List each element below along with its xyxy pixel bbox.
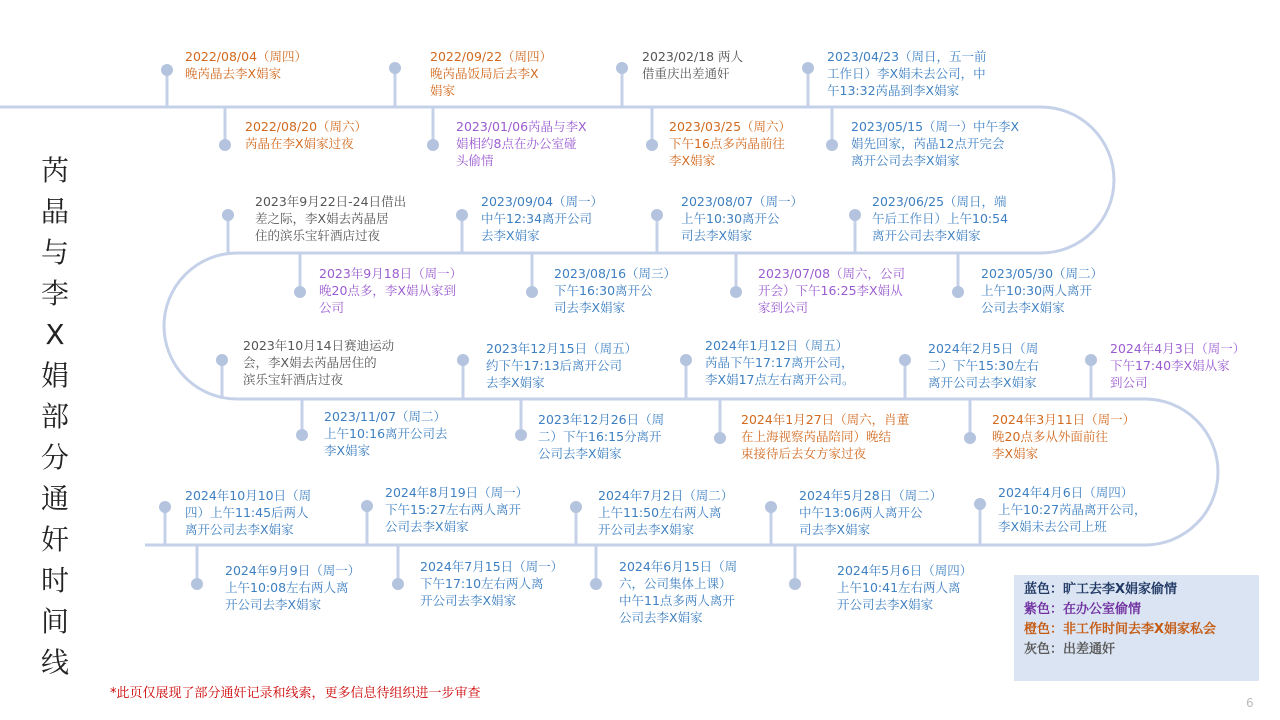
event-dot bbox=[952, 286, 964, 298]
event-dot bbox=[427, 139, 439, 151]
timeline-event bbox=[538, 411, 664, 462]
event-dot bbox=[161, 64, 173, 76]
event-text-line: 2024年9月9日（周一） bbox=[225, 563, 361, 578]
event-dot bbox=[616, 62, 628, 74]
event-text-line: 李X娟17点左右离开公司。 bbox=[705, 372, 855, 387]
event-text-line: 上午10:08左右两人离 bbox=[225, 580, 349, 595]
page-number: 6 bbox=[1246, 696, 1254, 710]
event-text-line: 2023/02/18 两人 bbox=[642, 49, 744, 64]
event-text-line: 下午17:10左右两人离 bbox=[420, 576, 544, 591]
event-text-line: 开会）下午16:25李X娟从 bbox=[758, 283, 903, 298]
event-text-line: 2022/09/22（周四） bbox=[430, 49, 553, 64]
legend-item-purple: 紫色：在办公室偷情 bbox=[1024, 602, 1142, 617]
timeline-event bbox=[420, 558, 563, 609]
event-text-line: 2023/01/06芮晶与李X bbox=[456, 119, 587, 134]
event-text-line: 离开公司去李X娟家 bbox=[872, 228, 981, 243]
event-text-line: 2023/08/07（周一） bbox=[681, 194, 804, 209]
event-text-line: 2023年12月15日（周五） bbox=[486, 341, 638, 356]
event-text-line: 2023/04/23（周日，五一前 bbox=[827, 49, 987, 64]
timeline-event bbox=[245, 118, 367, 152]
event-text-line: 家到公司 bbox=[758, 300, 809, 315]
event-dot bbox=[826, 139, 838, 151]
event-text-line: 2023/05/30（周二） bbox=[981, 266, 1104, 281]
footnote: *此页仅展现了部分通奸记录和线索，更多信息待组织进一步审查 bbox=[110, 686, 481, 701]
event-text-line: 中午12:34离开公司 bbox=[481, 211, 593, 226]
event-text-line: 会，李X娟去芮晶居住的 bbox=[243, 355, 377, 370]
event-text-line: 2024年1月12日（周五） bbox=[705, 338, 849, 353]
event-dot bbox=[974, 498, 986, 510]
event-text-line: 公司去李X娟家 bbox=[981, 300, 1065, 315]
timeline-event bbox=[669, 118, 791, 169]
event-text-line: 二）下午15:30左右 bbox=[928, 358, 1040, 373]
event-text-line: 下午16:30离开公 bbox=[554, 283, 653, 298]
event-dot bbox=[457, 354, 469, 366]
event-dot bbox=[159, 501, 171, 513]
event-dot bbox=[730, 286, 742, 298]
event-text-line: 芮晶在李X娟家过夜 bbox=[245, 136, 354, 151]
timeline-event bbox=[598, 487, 733, 538]
event-text-line: 2023年12月26日（周 bbox=[538, 412, 665, 427]
event-dot bbox=[680, 354, 692, 366]
event-dot bbox=[899, 354, 911, 366]
event-text-line: 2024年4月6日（周四） bbox=[998, 485, 1134, 500]
event-text-line: 2024年5月28日（周二） bbox=[799, 488, 943, 503]
event-dot bbox=[191, 578, 203, 590]
event-dot bbox=[651, 209, 663, 221]
event-text-line: 上午10:41左右两人离 bbox=[837, 580, 961, 595]
event-text-line: 束接待后去女方家过夜 bbox=[741, 446, 867, 461]
event-text-line: 晚芮晶饭局后去李X bbox=[430, 66, 539, 81]
legend-item-orange: 橙色：非工作时间去李X娟家私会 bbox=[1024, 622, 1217, 637]
timeline-event bbox=[827, 48, 987, 99]
timeline-event bbox=[799, 487, 942, 538]
event-text-line: 2022/08/20（周六） bbox=[245, 119, 368, 134]
event-text-line: 中午13:06两人离开公 bbox=[799, 505, 923, 520]
event-text-line: 去李X娟家 bbox=[481, 228, 540, 243]
event-text-line: 工作日）李X娟未去公司，中 bbox=[827, 66, 986, 81]
event-text-line: 上午10:30两人离开 bbox=[981, 283, 1093, 298]
timeline-event bbox=[430, 48, 552, 99]
event-dot bbox=[1085, 354, 1097, 366]
event-dot bbox=[526, 286, 538, 298]
timeline-event bbox=[837, 562, 972, 613]
event-text-line: 2023年9月22日-24日借出 bbox=[255, 194, 407, 209]
event-text-line: 到公司 bbox=[1110, 375, 1148, 390]
event-text-line: 上午10:30离开公 bbox=[681, 211, 780, 226]
timeline-event bbox=[486, 340, 637, 391]
event-dot bbox=[570, 501, 582, 513]
event-text-line: 中午11点多两人离开 bbox=[619, 593, 735, 608]
event-dot bbox=[765, 501, 777, 513]
event-text-line: 约下午17:13后离开公司 bbox=[486, 358, 623, 373]
event-text-line: 下午16点多芮晶前往 bbox=[669, 136, 785, 151]
event-text-line: 上午10:16离开公司去 bbox=[324, 426, 448, 441]
timeline-event bbox=[185, 487, 311, 538]
event-text-line: 住的滨乐宝轩酒店过夜 bbox=[255, 228, 381, 243]
event-text-line: 2023/09/04（周一） bbox=[481, 194, 604, 209]
event-text-line: 司去李X娟家 bbox=[799, 522, 871, 537]
event-text-line: 2023/08/16（周三） bbox=[554, 266, 677, 281]
event-text-line: 滨乐宝轩酒店过夜 bbox=[243, 372, 344, 387]
event-text-line: 2024年8月19日（周一） bbox=[385, 485, 529, 500]
event-text-line: 司去李X娟家 bbox=[554, 300, 626, 315]
event-dot bbox=[219, 139, 231, 151]
event-text-line: 晚20点多从外面前往 bbox=[992, 429, 1108, 444]
event-text-line: 2024年2月5日（周 bbox=[928, 341, 1039, 356]
event-text-line: 离开公司去李X娟家 bbox=[851, 153, 960, 168]
event-text-line: 下午15:27左右两人离开 bbox=[385, 502, 522, 517]
event-text-line: 2023年9月18日（周一） bbox=[319, 266, 463, 281]
event-text-line: 2023/07/08（周六，公司 bbox=[758, 266, 906, 281]
event-dot bbox=[222, 209, 234, 221]
timeline-event bbox=[705, 337, 854, 388]
event-dot bbox=[515, 429, 527, 441]
event-text-line: 司去李X娟家 bbox=[681, 228, 753, 243]
legend-item-gray: 灰色：出差通奸 bbox=[1024, 642, 1116, 657]
event-text-line: 2024年7月2日（周二） bbox=[598, 488, 734, 503]
event-text-line: 李X娟家 bbox=[324, 443, 371, 458]
event-text-line: 在上海视察芮晶陪同）晚结 bbox=[741, 429, 892, 444]
event-text-line: 下午17:40李X娟从家 bbox=[1110, 358, 1230, 373]
timeline-event bbox=[185, 48, 307, 82]
event-text-line: 头偷情 bbox=[456, 153, 494, 168]
event-dot bbox=[392, 578, 404, 590]
event-dot bbox=[802, 62, 814, 74]
event-text-line: 公司去李X娟家 bbox=[538, 446, 622, 461]
event-text-line: 借重庆出差通奸 bbox=[642, 66, 730, 81]
event-text-line: 公司去李X娟家 bbox=[385, 519, 469, 534]
event-dot bbox=[361, 500, 373, 512]
timeline-event bbox=[554, 265, 676, 316]
event-text-line: 上午11:50左右两人离 bbox=[598, 505, 722, 520]
legend-item-blue: 蓝色：旷工去李X娟家偷情 bbox=[1024, 582, 1178, 597]
event-text-line: 二）下午16:15分离开 bbox=[538, 429, 662, 444]
event-text-line: 娟相约8点在办公室碰 bbox=[456, 136, 577, 151]
event-text-line: 上午10:27芮晶离开公司， bbox=[998, 502, 1147, 517]
event-text-line: 晚20点多，李X娟从家到 bbox=[319, 283, 456, 298]
event-dot bbox=[849, 209, 861, 221]
event-text-line: 四）上午11:45后两人 bbox=[185, 505, 309, 520]
event-text-line: 离开公司去李X娟家 bbox=[185, 522, 294, 537]
event-text-line: 开公司去李X娟家 bbox=[598, 522, 695, 537]
event-text-line: 娟先回家，芮晶12点开完会 bbox=[851, 136, 1005, 151]
event-text-line: 2024年6月15日（周 bbox=[619, 559, 738, 574]
timeline-event bbox=[255, 193, 406, 244]
event-text-line: 2022/08/04（周四） bbox=[185, 49, 308, 64]
event-text-line: 娟家 bbox=[430, 83, 456, 98]
timeline-event bbox=[1110, 340, 1245, 391]
event-text-line: 开公司去李X娟家 bbox=[837, 597, 934, 612]
event-dot bbox=[964, 432, 976, 444]
timeline-event bbox=[243, 337, 394, 388]
timeline-event bbox=[851, 118, 1019, 169]
event-text-line: 2023/05/15（周一）中午李X bbox=[851, 119, 1020, 134]
timeline-event bbox=[928, 340, 1039, 391]
event-text-line: 2024年5月6日（周四） bbox=[837, 563, 973, 578]
timeline-event bbox=[872, 193, 1008, 244]
event-text-line: 2024年4月3日（周一） bbox=[1110, 341, 1246, 356]
timeline-event bbox=[642, 48, 743, 82]
event-text-line: 2023/03/25（周六） bbox=[669, 119, 792, 134]
event-text-line: 差之际，李X娟去芮晶居 bbox=[255, 211, 389, 226]
event-text-line: 离开公司去李X娟家 bbox=[928, 375, 1037, 390]
event-text-line: 李X娟家 bbox=[669, 153, 716, 168]
timeline-event bbox=[456, 118, 587, 169]
timeline-event bbox=[681, 193, 803, 244]
event-text-line: 2023年10月14日赛迪运动 bbox=[243, 338, 395, 353]
event-text-line: 晚芮晶去李X娟家 bbox=[185, 66, 282, 81]
timeline-event bbox=[385, 484, 528, 535]
event-text-line: 李X娟家 bbox=[992, 446, 1039, 461]
timeline-event bbox=[319, 265, 462, 316]
event-text-line: 午13:32芮晶到李X娟家 bbox=[827, 83, 960, 98]
event-text-line: 开公司去李X娟家 bbox=[420, 593, 517, 608]
event-text-line: 2024年1月27日（周六，肖董 bbox=[741, 412, 910, 427]
timeline-event bbox=[998, 484, 1147, 535]
event-dot bbox=[216, 354, 228, 366]
event-text-line: 午后工作日）上午10:54 bbox=[872, 211, 1009, 226]
timeline-event bbox=[758, 265, 905, 316]
timeline-event bbox=[981, 265, 1103, 316]
event-text-line: 2024年3月11日（周一） bbox=[992, 412, 1136, 427]
event-text-line: 六，公司集体上课） bbox=[619, 576, 732, 591]
event-dot bbox=[646, 139, 658, 151]
event-text-line: 公司 bbox=[319, 300, 345, 315]
event-dot bbox=[294, 286, 306, 298]
event-dot bbox=[590, 578, 602, 590]
page-title: 芮晶与李X娟部分通奸时间线 bbox=[40, 154, 69, 679]
event-dot bbox=[789, 578, 801, 590]
event-text-line: 2024年10月10日（周 bbox=[185, 488, 312, 503]
timeline-event bbox=[992, 411, 1135, 462]
event-dot bbox=[296, 429, 308, 441]
event-text-line: 2023/11/07（周二） bbox=[324, 409, 447, 424]
legend bbox=[1014, 575, 1259, 681]
event-dot bbox=[456, 209, 468, 221]
event-dot bbox=[389, 62, 401, 74]
timeline-event bbox=[324, 408, 448, 459]
timeline-event bbox=[481, 193, 603, 244]
timeline-event bbox=[619, 558, 737, 626]
event-text-line: 开公司去李X娟家 bbox=[225, 597, 322, 612]
event-text-line: 2023/06/25（周日，端 bbox=[872, 194, 1007, 209]
event-text-line: 芮晶下午17:17离开公司， bbox=[705, 355, 854, 370]
event-text-line: 李X娟未去公司上班 bbox=[998, 519, 1107, 534]
timeline-serpentine-line bbox=[0, 107, 1218, 545]
timeline-event bbox=[741, 411, 909, 462]
event-text-line: 2024年7月15日（周一） bbox=[420, 559, 564, 574]
event-dot bbox=[714, 432, 726, 444]
event-text-line: 去李X娟家 bbox=[486, 375, 545, 390]
timeline-event bbox=[225, 562, 360, 613]
event-text-line: 公司去李X娟家 bbox=[619, 610, 703, 625]
